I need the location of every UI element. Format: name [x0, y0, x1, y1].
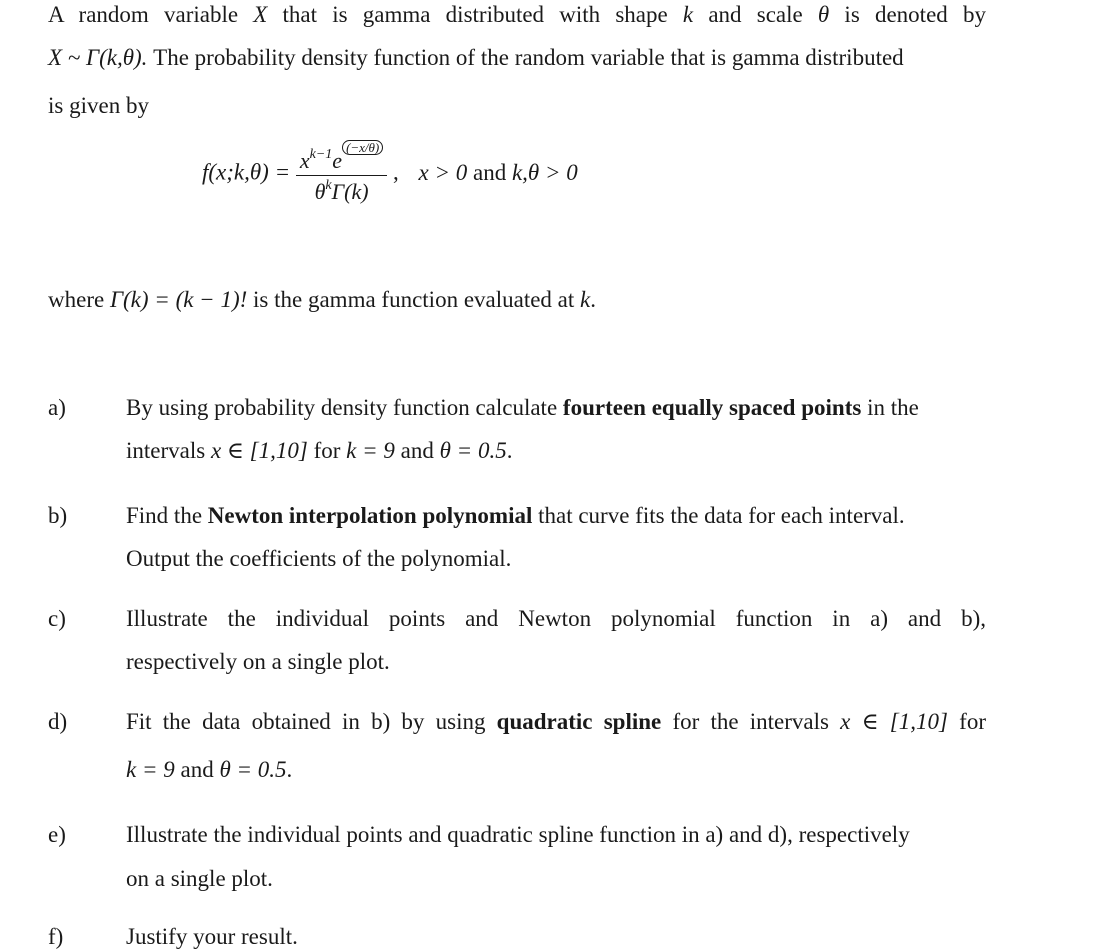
item-c-line-2: respectively on a single plot. [126, 649, 390, 674]
item-label-f: f) [48, 924, 64, 949]
item-d-line-1: Fit the data obtained in b) by using quadratic spline for the intervals x ∈ [1,10] for [126, 709, 986, 734]
item-c-line-1: Illustrate the individual points and Newton polynomial function in a) and b), [126, 606, 986, 631]
item-label-a: a) [48, 395, 66, 420]
pdf-fraction: $\frac{x^{k-1}e(-x/\theta)}{\theta^k\Gamma(k)}$ [296, 140, 387, 205]
item-label-d: d) [48, 709, 68, 734]
pdf-formula: f(x;k,θ) = $\frac{x^{k-1}e(-x/\theta)}{\theta^k\Gamma(k)}$ , x > 0 and k,θ > 0 [202, 140, 578, 204]
item-a-line-1: By using probability density function calculate fourteen equally spaced points in the [126, 395, 919, 420]
item-e-line-2: on a single plot. [126, 866, 273, 891]
item-a-line-2: intervals x ∈ [1,10] for k = 9 and θ = 0.5. [126, 438, 513, 463]
gamma-function-note: where Γ(k) = (k − 1)! is the gamma function evaluated at k. [48, 287, 596, 312]
item-label-e: e) [48, 822, 66, 847]
item-b-line-2: Output the coefficients of the polynomial. [126, 546, 512, 571]
gamma-notation: X ~ Γ(k,θ). [48, 45, 148, 70]
intro-line-3: is given by [48, 93, 149, 118]
intro-line-1: A random variable X that is gamma distributed with shape k and scale θ is denoted by [48, 2, 986, 27]
item-e-line-1: Illustrate the individual points and quadratic spline function in a) and d), respectively [126, 822, 910, 847]
item-label-b: b) [48, 503, 68, 528]
item-f-line-1: Justify your result. [126, 924, 298, 949]
item-b-line-1: Find the Newton interpolation polynomial that curve fits the data for each interval. [126, 503, 905, 528]
intro-line-2: X ~ Γ(k,θ). The probability density function of the random variable that is gamma distributed [48, 45, 904, 70]
item-label-c: c) [48, 606, 66, 631]
item-d-line-2: k = 9 and θ = 0.5. [126, 757, 293, 782]
